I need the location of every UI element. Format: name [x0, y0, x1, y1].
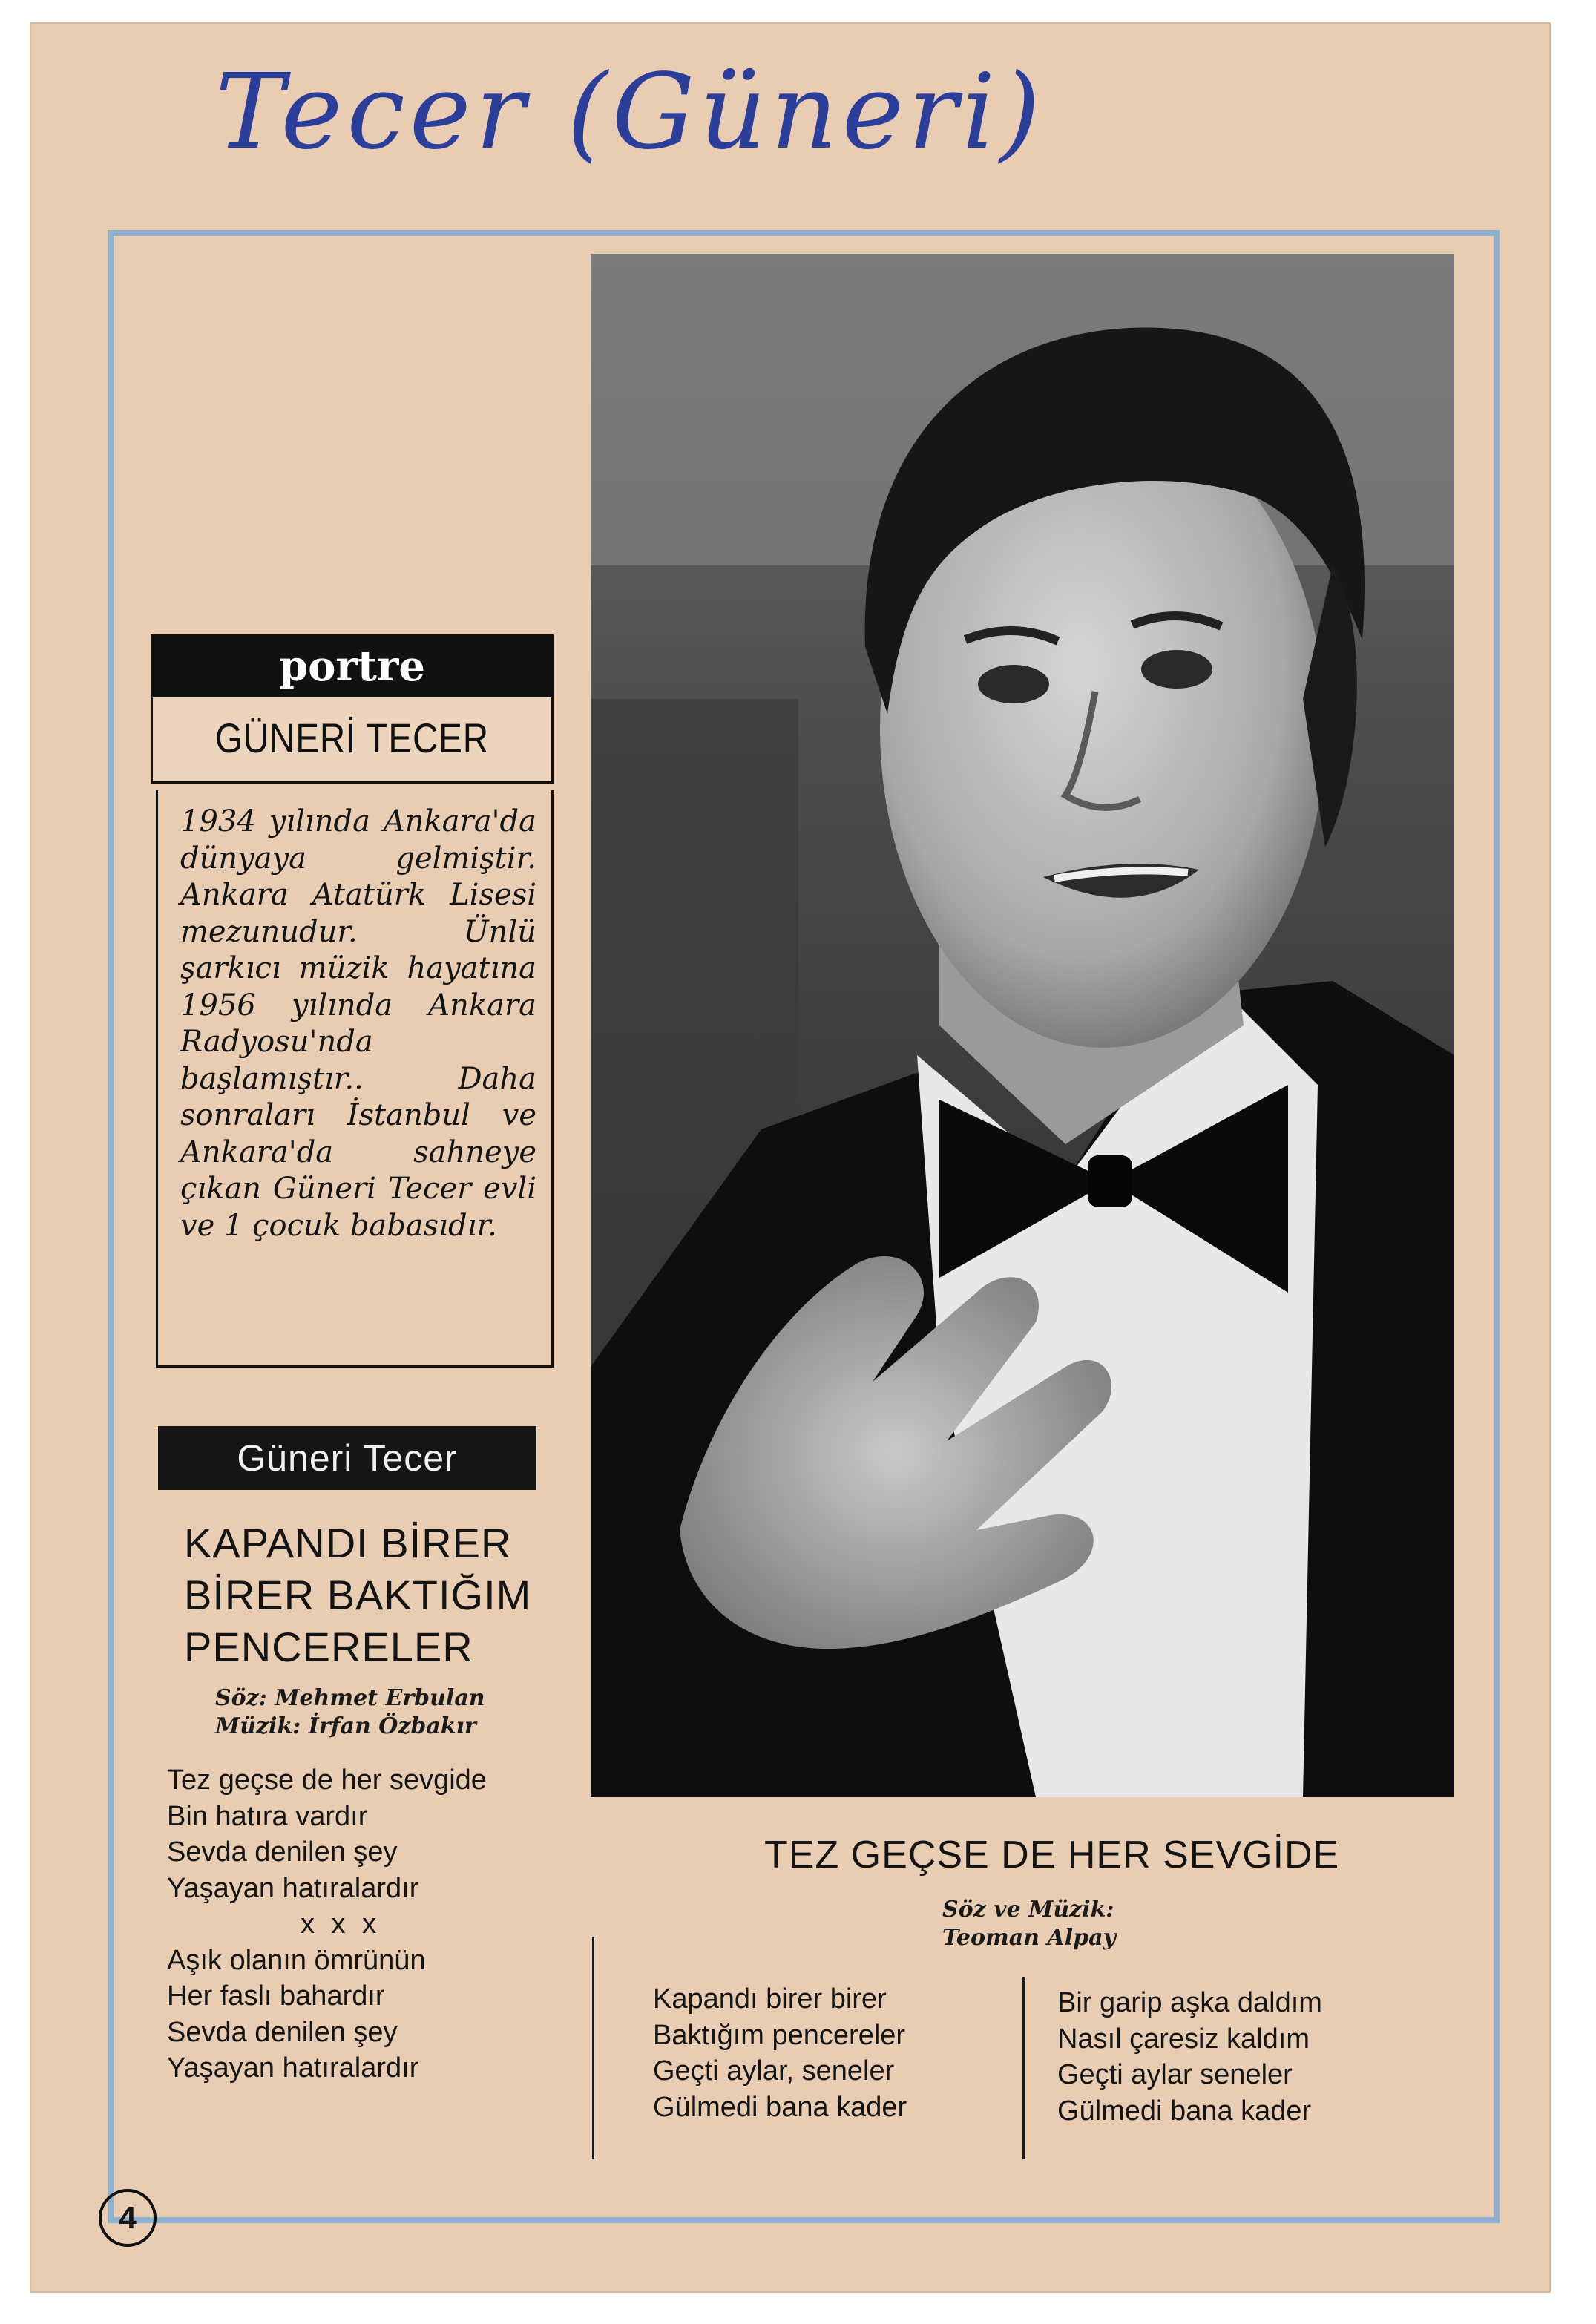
lyric-line: Yaşayan hatıralardır — [167, 2052, 419, 2084]
lyric-line: Baktığım pencereler — [653, 2019, 906, 2051]
song2-title: TEZ GEÇSE DE HER SEVGİDE — [764, 1834, 1340, 1877]
lyric-line: Kapandı birer birer — [653, 1983, 887, 2015]
lyric-line: Aşık olanın ömrünün — [167, 1944, 426, 1976]
song-artist-bar: Güneri Tecer — [158, 1426, 536, 1490]
song1-credits — [215, 1684, 485, 1741]
song1-credit-music: Müzik: İrfan Özbakır — [215, 1713, 476, 1739]
lyric-line: Tez geçse de her sevgide — [167, 1765, 487, 1796]
portre-artist-name: GÜNERİ TECER — [214, 715, 490, 761]
lyric-line: Sevda denilen şey — [167, 2016, 398, 2048]
lyric-line: Her faslı bahardır — [167, 1980, 385, 2012]
biography-text: 1934 yılında Ankara'da dünyaya gelmiştir. Ankara Atatürk Lisesi mezunudur. Ünlü şarkıcı müzik hayatına 1956 yılında Ankara Radyosu'nda başlamıştır.. Daha sonraları İstanbul ve Ankara'da sahneye çıkan Güneri Tecer evli ve 1 çocuk babasıdır. — [180, 804, 536, 1243]
lyric-line: Bin hatıra vardır — [167, 1800, 368, 1832]
song1-title-line: KAPANDI BİRER — [184, 1520, 512, 1566]
lyric-line: Sevda denilen şey — [167, 1836, 398, 1868]
song1-title-line: PENCERELER — [184, 1624, 473, 1670]
artist-portrait-photo — [591, 254, 1454, 1797]
lyric-line: Gülmedi bana kader — [1057, 2095, 1312, 2127]
song2-credit-name: Teoman Alpay — [942, 1925, 1116, 1951]
handwritten-note: Tecer (Güneri) — [215, 52, 1045, 173]
lyric-line: Yaşayan hatıralardır — [167, 1872, 419, 1904]
page-number: 4 — [99, 2189, 157, 2247]
column-divider — [592, 1937, 594, 2159]
song2-credit-label: Söz ve Müzik: — [942, 1897, 1114, 1923]
song1-credit-lyrics: Söz: Mehmet Erbulan — [215, 1685, 485, 1711]
lyric-line: Nasıl çaresiz kaldım — [1057, 2023, 1310, 2055]
lyric-line: Geçti aylar, seneler — [653, 2055, 895, 2087]
song1-title — [184, 1517, 600, 1673]
song1-lyrics — [167, 1762, 487, 2087]
lyric-line: Bir garip aşka daldım — [1057, 1987, 1322, 2018]
column-divider — [1022, 1977, 1025, 2159]
portrait-illustration — [591, 254, 1454, 1797]
portre-label: portre — [153, 637, 551, 697]
song2-lyrics-column-1 — [653, 1981, 907, 2125]
lyric-separator: x x x — [301, 1908, 381, 1940]
portre-header-box — [151, 634, 554, 784]
biography-box — [156, 790, 554, 1368]
song1-title-line: BİRER BAKTIĞIM — [184, 1572, 532, 1618]
song2-lyrics-column-2 — [1057, 1985, 1322, 2129]
song2-credits — [942, 1896, 1116, 1952]
lyric-line: Geçti aylar seneler — [1057, 2059, 1293, 2090]
lyric-line: Gülmedi bana kader — [653, 2091, 907, 2123]
